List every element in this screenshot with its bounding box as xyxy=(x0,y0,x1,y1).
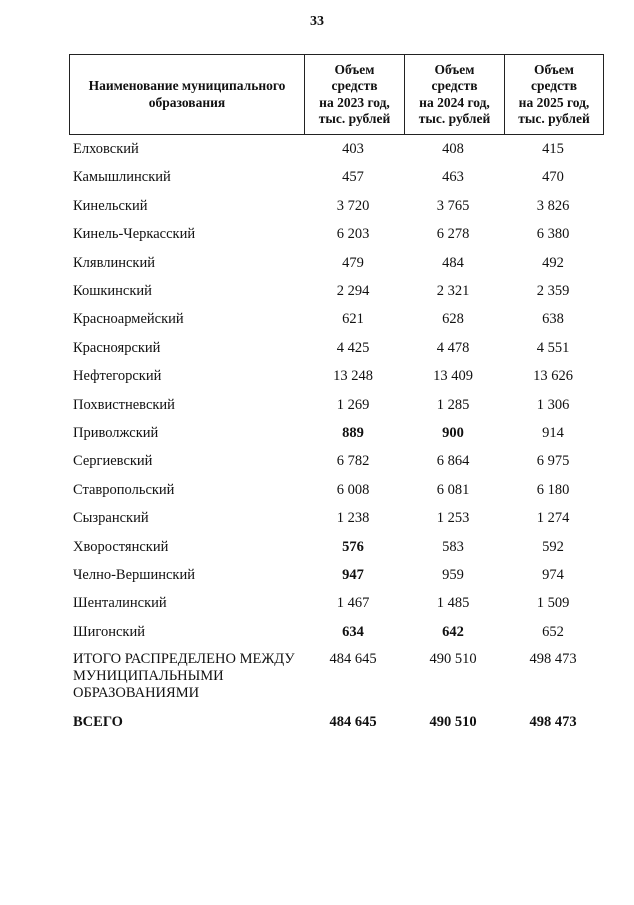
value-2024: 484 xyxy=(442,254,464,271)
header-name-label: Наименование муниципального образования xyxy=(88,78,286,110)
municipality-name: Кинельский xyxy=(73,197,148,214)
value-2024: 1 285 xyxy=(436,396,470,413)
value-2024: 1 485 xyxy=(436,595,470,612)
municipality-name: Шенталинский xyxy=(73,595,167,612)
value-2024: 2 321 xyxy=(436,283,470,299)
subtotal-2023: 484 645 xyxy=(329,651,377,667)
value-2024: 408 xyxy=(442,141,464,157)
value-2025: 13 626 xyxy=(533,368,573,385)
value-2023: 4 425 xyxy=(336,339,370,356)
value-2025: 2 359 xyxy=(536,283,570,299)
header-2024-label: Объем средств на 2024 год, тыс. рублей xyxy=(418,62,491,126)
value-2023: 479 xyxy=(342,254,364,271)
municipality-name: Шигонский xyxy=(73,623,145,640)
value-2024: 583 xyxy=(442,538,464,555)
municipality-name: Нефтегорский xyxy=(73,368,162,385)
value-2023: 576 xyxy=(342,538,364,555)
header-2025-label: Объем средств на 2025 год, тыс. рублей xyxy=(518,62,590,126)
value-2025: 974 xyxy=(542,567,564,583)
value-2025: 492 xyxy=(542,254,564,271)
value-2025: 470 xyxy=(542,169,564,186)
subtotal-label: ИТОГО РАСПРЕДЕЛЕНО МЕЖДУ МУНИЦИПАЛЬНЫМИ ОБРАЗОВАНИЯМИ xyxy=(73,651,295,701)
value-2023: 6 008 xyxy=(336,481,370,498)
header-2023-column xyxy=(304,55,404,134)
municipality-name: Красноярский xyxy=(73,339,161,356)
value-2023: 403 xyxy=(342,141,364,157)
subtotal-2025: 498 473 xyxy=(529,651,577,667)
value-2024: 6 864 xyxy=(436,453,470,470)
municipality-name: Клявлинский xyxy=(73,254,155,271)
value-2024: 13 409 xyxy=(433,368,473,385)
municipality-name: Приволжский xyxy=(73,425,159,441)
header-name-column xyxy=(70,55,304,134)
value-2024: 6 081 xyxy=(436,481,470,498)
municipality-name: Похвистневский xyxy=(73,396,175,413)
value-2025: 3 826 xyxy=(536,197,570,214)
value-2025: 6 180 xyxy=(536,481,570,498)
value-2025: 6 380 xyxy=(536,226,570,243)
value-2024: 900 xyxy=(442,425,464,441)
value-2023: 1 269 xyxy=(336,396,370,413)
page-number: 33 xyxy=(310,14,324,29)
total-2024: 490 510 xyxy=(429,714,477,730)
total-label: ВСЕГО xyxy=(73,714,123,730)
municipality-name: Камышлинский xyxy=(73,169,171,186)
municipality-name: Елховский xyxy=(73,141,139,157)
table-header xyxy=(69,54,604,135)
value-2023: 2 294 xyxy=(336,283,370,299)
value-2025: 652 xyxy=(542,623,564,640)
value-2024: 642 xyxy=(442,623,464,640)
value-2023: 3 720 xyxy=(336,197,370,214)
value-2024: 6 278 xyxy=(436,226,470,243)
value-2023: 634 xyxy=(342,623,364,640)
header-2023-label: Объем средств на 2023 год, тыс. рублей xyxy=(318,62,391,126)
value-2023: 1 238 xyxy=(336,510,370,527)
value-2023: 1 467 xyxy=(336,595,370,612)
municipality-name: Кинель-Черкасский xyxy=(73,226,196,243)
value-2023: 6 782 xyxy=(336,453,370,470)
value-2023: 6 203 xyxy=(336,226,370,243)
value-2025: 1 274 xyxy=(536,510,570,527)
total-2023: 484 645 xyxy=(329,714,377,730)
municipality-name: Сызранский xyxy=(73,510,149,527)
value-2025: 4 551 xyxy=(536,339,570,356)
header-2025-column xyxy=(504,55,603,134)
municipality-name: Сергиевский xyxy=(73,453,153,470)
value-2025: 638 xyxy=(542,311,564,328)
value-2023: 457 xyxy=(342,169,364,186)
value-2024: 3 765 xyxy=(436,197,470,214)
municipality-name: Хворостянский xyxy=(73,538,169,555)
municipality-name: Кошкинский xyxy=(73,283,152,299)
value-2024: 959 xyxy=(442,567,464,583)
subtotal-2024: 490 510 xyxy=(429,651,477,667)
value-2023: 889 xyxy=(342,425,364,441)
value-2024: 628 xyxy=(442,311,464,328)
value-2025: 415 xyxy=(542,141,564,157)
value-2025: 914 xyxy=(542,425,564,441)
value-2023: 13 248 xyxy=(333,368,373,385)
value-2025: 1 306 xyxy=(536,396,570,413)
value-2024: 463 xyxy=(442,169,464,186)
municipality-name: Красноармейский xyxy=(73,311,184,328)
value-2025: 6 975 xyxy=(536,453,570,470)
municipality-name: Ставропольский xyxy=(73,481,175,498)
total-2025: 498 473 xyxy=(529,714,577,730)
value-2025: 592 xyxy=(542,538,564,555)
value-2025: 1 509 xyxy=(536,595,570,612)
value-2023: 947 xyxy=(342,567,364,583)
header-2024-column xyxy=(404,55,504,134)
value-2024: 1 253 xyxy=(436,510,470,527)
value-2023: 621 xyxy=(342,311,364,328)
value-2024: 4 478 xyxy=(436,339,470,356)
municipality-name: Челно-Вершинский xyxy=(73,567,195,583)
